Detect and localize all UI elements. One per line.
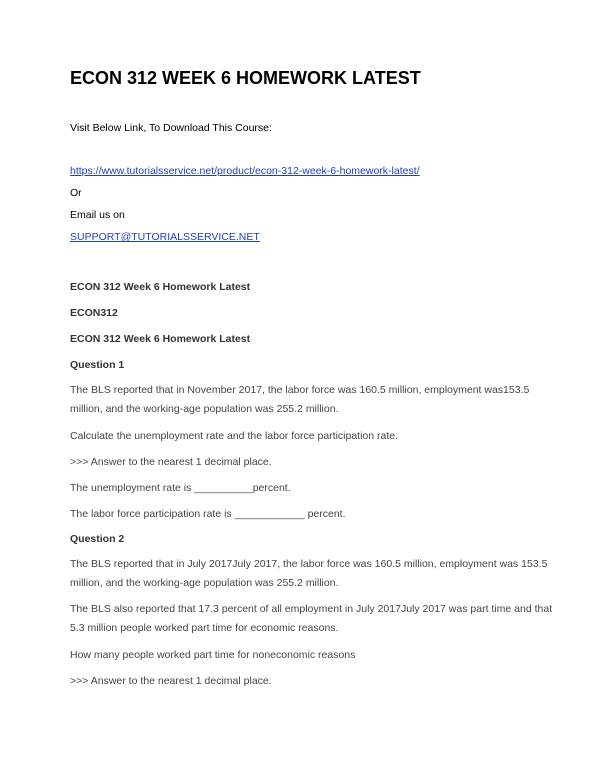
- product-link[interactable]: https://www.tutorialsservice.net/product/econ-312-week-6-homework-latest/: [70, 165, 420, 177]
- question-text: Calculate the unemployment rate and the labor force participation rate.: [70, 430, 399, 442]
- question-label: Question 2: [70, 533, 125, 545]
- question-text: million, and the working-age population was 255.2 million.: [70, 403, 339, 415]
- or-text: Or: [70, 187, 82, 199]
- email-link[interactable]: SUPPORT@TUTORIALSSERVICE.NET: [70, 231, 260, 243]
- answer-instruction: >>> Answer to the nearest 1 decimal place.: [70, 456, 272, 468]
- answer-instruction: >>> Answer to the nearest 1 decimal place.: [70, 675, 272, 687]
- download-intro: Visit Below Link, To Download This Course:: [70, 122, 272, 134]
- question-text: The BLS also reported that 17.3 percent of all employment in July 2017July 2017 was part time and that: [70, 603, 553, 615]
- document-title: ECON 312 WEEK 6 HOMEWORK LATEST: [70, 68, 421, 88]
- question-text: The BLS reported that in July 2017July 2017, the labor force was 160.5 million, employment was 153.5: [70, 558, 548, 570]
- answer-blank: The unemployment rate is __________percent.: [70, 482, 291, 494]
- question-label: Question 1: [70, 359, 125, 371]
- question-text: How many people worked part time for noneconomic reasons: [70, 649, 356, 661]
- question-text: 5.3 million people worked part time for economic reasons.: [70, 622, 339, 634]
- answer-blank: The labor force participation rate is ____________ percent.: [70, 508, 346, 520]
- section-heading: ECON 312 Week 6 Homework Latest: [70, 281, 251, 293]
- question-text: The BLS reported that in November 2017, the labor force was 160.5 million, employment was153.5: [70, 384, 530, 396]
- section-heading: ECON 312 Week 6 Homework Latest: [70, 333, 251, 345]
- course-code: ECON312: [70, 307, 118, 319]
- question-text: million, and the working-age population was 255.2 million.: [70, 577, 339, 589]
- email-intro: Email us on: [70, 209, 125, 221]
